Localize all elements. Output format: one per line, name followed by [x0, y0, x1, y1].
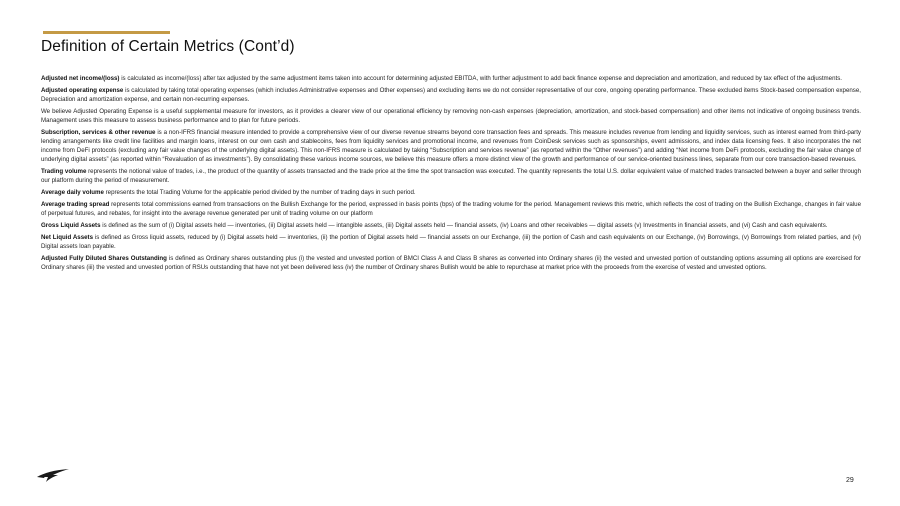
definition-adjusted-net-income [41, 75, 861, 84]
definition-term: Subscription, services & other revenue [41, 129, 156, 137]
definition-adjusted-fully-diluted-shares [41, 255, 861, 273]
bullish-logo-icon [36, 467, 70, 483]
definition-term: Average daily volume [41, 188, 104, 196]
definition-adjusted-operating-expense [41, 87, 861, 105]
definition-text: represents the notional value of trades, i.e., the product of the quantity of assets transacted and the trade price at the time the spot transaction was executed. The quantity represents the total U.S. dollar equivalent value of matched trades transacted between a buyer and seller through our platform during the period of measurement. [41, 167, 861, 184]
definition-term: Adjusted operating expense [41, 87, 124, 95]
definition-text: is defined as Gross liquid assets, reduced by (i) Digital assets held — inventories, (ii) the portion of Digital assets held — financial assets on our Exchange, (iii) the portion of Cash and cash equivalents on our Exchange, (iv) Borrowings, (v) Borrowings from related parties, and (vi) Digital assets loan payable. [41, 234, 861, 250]
definition-text: represents total commissions earned from transactions on the Bullish Exchange for the period, expressed in basis points (bps) of the trading volume for the period. Management reviews this metric, which reflects the cost of trading on the Bullish Exchange, changes in fair value of perpetual futures, and rebates, for insight into the average revenue generated per unit of trading volume on our platform [41, 200, 861, 217]
definition-subscription-services-other-revenue [41, 129, 861, 164]
definition-text: is calculated by taking total operating expenses (which includes Administrative expenses and Other expenses) and excluding items we do not consider representative of our core, ongoing operating performance. These excluded items Stock-based compensation expense, Depreciation and amortization expense, and certain non-recurring expenses. [41, 87, 861, 103]
definition-text: We believe Adjusted Operating Expense is a useful supplemental measure for investors, as it provides a clearer view of our operational efficiency by removing non-cash expenses (depreciation, amortization, and stock-based compensation) and other items not indicative of ongoing business trends. Management uses this measure to assess business performance and to plan for future periods. [41, 108, 861, 124]
definition-text: is a non-IFRS financial measure intended to provide a comprehensive view of our diverse revenue streams beyond core transaction fees and spreads. This measure includes revenue from lending and liquidity services, such as interest earned from third-party lending arrangements like credit line facilities and margin loans, interest on our own cash and stablecoins, fees from liquidity services and promotional income, and revenues from CoinDesk services such as sponsorships, event admissions, and index data licensing fees. It also incorporates the net income from DeFi protocols (excluding any fair value changes of the underlying digital assets). This non-IFRS measure is calculated by taking “Subscription and services revenue” (as reported within the “Other revenues”) and adding “Net income from DeFi protocols, excluding the fair value change of underlying digital assets” (as reported within “Revaluation of as investments”). By consolidating these various income sources, we believe this measure offers a more distinct view of the growth and performance of our service-oriented business lines, separate from our core transaction-based revenues. [41, 129, 862, 163]
definition-adjusted-operating-expense-rationale [41, 108, 861, 126]
definition-text: is defined as the sum of (i) Digital assets held — inventories, (ii) Digital assets held — intangible assets, (iii) Digital assets held — financial assets, (iv) Loans and other receivables — digital assets (v) Investments in financial assets, and (vi) Cash and cash equivalents. [100, 221, 828, 229]
definition-text: represents the total Trading Volume for the applicable period divided by the number of trading days in such period. [103, 188, 416, 196]
definition-term: Net Liquid Assets [41, 234, 94, 242]
definition-term: Adjusted net income/(loss) [41, 75, 120, 82]
definition-average-trading-spread [41, 201, 861, 219]
definition-trading-volume [41, 168, 861, 186]
definition-average-daily-volume [41, 189, 861, 198]
definition-term: Average trading spread [41, 200, 110, 208]
page-number: 29 [846, 477, 854, 484]
definition-net-liquid-assets [41, 234, 861, 252]
definition-text: is defined as Ordinary shares outstanding plus (i) the vested and unvested portion of BMCI Class A and Class B shares as converted into Ordinary shares (ii) the vested and unvested portion of outstanding options assuming all options are exercised for Ordinary shares (iii) the vested and unvested portion of RSUs outstanding that have not yet been delivered less (iv) the number of Ordinary shares Bullish would be able to repurchase at market price with the proceeds from the exercise of vested and unvested options. [41, 255, 861, 271]
definition-term: Adjusted Fully Diluted Shares Outstanding [41, 255, 167, 263]
definitions-list [41, 75, 861, 276]
definition-term: Gross Liquid Assets [41, 221, 101, 229]
definition-gross-liquid-assets [41, 222, 861, 231]
definition-text: is calculated as income/(loss) after tax adjusted by the same adjustment items taken into account for determining adjusted EBITDA, with further adjustment to add back finance expense and depreciation and amortization, and reduced by tax effect of the adjustments. [119, 75, 842, 82]
definition-term: Trading volume [41, 167, 87, 175]
title-accent-bar [43, 31, 170, 34]
page-title: Definition of Certain Metrics (Cont’d) [41, 38, 295, 55]
